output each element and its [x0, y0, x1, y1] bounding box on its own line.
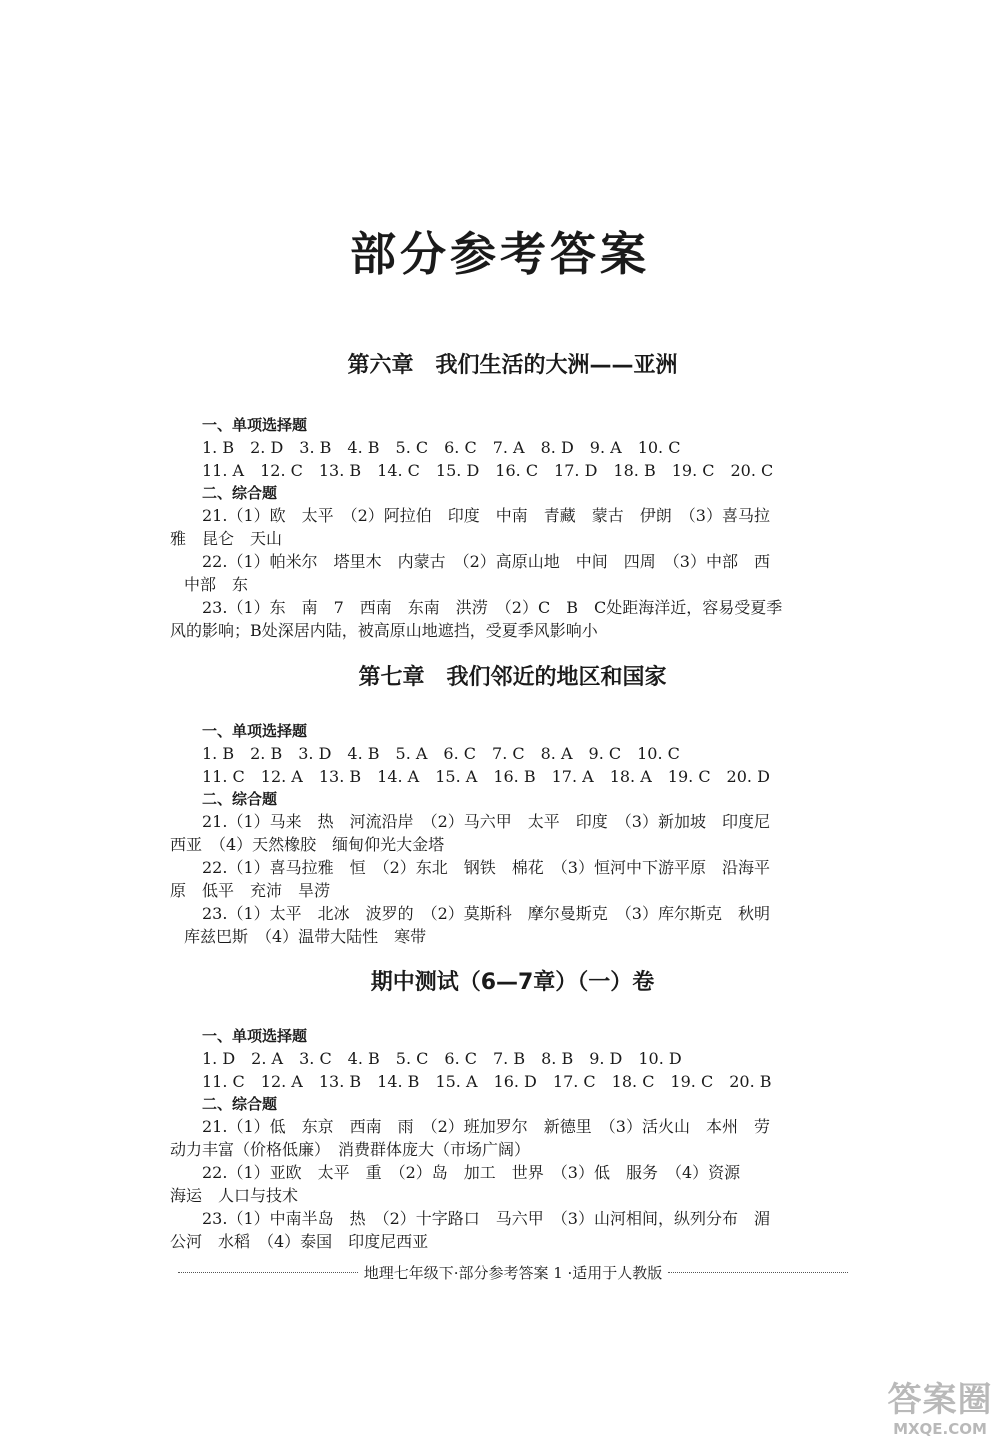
answer-line: 动力丰富（价格低廉） 消费群体庞大（市场广阔） — [170, 1140, 531, 1159]
comp-label: 二、综合题 — [202, 790, 278, 808]
mc-label: 一、单项选择题 — [202, 1027, 308, 1045]
page-footer — [172, 1262, 854, 1282]
mc-label: 一、单项选择题 — [202, 416, 308, 434]
answer-line: 西亚 （4）天然橡胶 缅甸仰光大金塔 — [170, 835, 445, 854]
answer-line: 22.（1）帕米尔 塔里木 内蒙古 （2）高原山地 中间 四周 （3）中部 西 — [202, 552, 770, 571]
section-heading: 第七章 我们邻近的地区和国家 — [358, 665, 667, 690]
comp-label: 二、综合题 — [202, 484, 278, 502]
comp-label: 二、综合题 — [202, 1095, 278, 1113]
answer-line: 原 低平 充沛 旱涝 — [170, 881, 331, 900]
answer-line: 22.（1）亚欧 太平 重 （2）岛 加工 世界 （3）低 服务 （4）资源 — [202, 1163, 741, 1182]
mc-label: 一、单项选择题 — [202, 722, 308, 740]
answer-line: 23.（1）太平 北冰 波罗的 （2）莫斯科 摩尔曼斯克 （3）库尔斯克 秋明 — [202, 904, 770, 923]
answer-line: 23.（1）中南半岛 热 （2）十字路口 马六甲 （3）山河相间，纵列分布 湄 — [202, 1209, 770, 1228]
section-chapter-6 — [170, 346, 855, 642]
answer-line: 库兹巴斯 （4）温带大陆性 寒带 — [184, 927, 427, 946]
section-chapter-7 — [170, 658, 855, 948]
watermark-logo — [885, 1380, 995, 1440]
watermark-line2: MXQE.COM — [893, 1420, 987, 1438]
watermark-line1: 答案圈 — [887, 1380, 993, 1420]
page-title: 部分参考答案 — [350, 227, 650, 281]
answer-line: 公河 水稻 （4）泰国 印度尼西亚 — [170, 1232, 429, 1251]
answer-line: 21.（1）欧 太平 （2）阿拉伯 印度 中南 青藏 蒙古 伊朗 （3）喜马拉 — [202, 506, 770, 525]
mc-answers-line: 11. C 12. A 13. B 14. B 15. A 16. D 17. C 18. C 19. C 20. B — [202, 1072, 772, 1091]
answer-line: 21.（1）马来 热 河流沿岸 （2）马六甲 太平 印度 （3）新加坡 印度尼 — [202, 812, 770, 831]
answer-line: 中部 东 — [184, 575, 249, 594]
footer-dots-right — [668, 1272, 848, 1273]
section-heading: 第六章 我们生活的大洲——亚洲 — [347, 353, 678, 378]
answer-line: 风的影响；B处深居内陆，被高原山地遮挡，受夏季风影响小 — [170, 621, 598, 640]
section-midterm — [170, 963, 855, 1253]
answer-line: 雅 昆仑 天山 — [170, 529, 283, 548]
answer-line: 23.（1）东 南 7 西南 东南 洪涝 （2）C B C处距海洋近，容易受夏季 — [202, 598, 783, 617]
mc-answers-line: 11. C 12. A 13. B 14. A 15. A 16. B 17. A 18. A 19. C 20. D — [202, 767, 770, 786]
answer-line: 21.（1）低 东京 西南 雨 （2）班加罗尔 新德里 （3）活火山 本州 劳 — [202, 1117, 770, 1136]
footer-dots-left — [178, 1272, 358, 1273]
section-heading: 期中测试（6—7章）（一）卷 — [370, 970, 655, 995]
mc-answers-line: 1. B 2. B 3. D 4. B 5. A 6. C 7. C 8. A 9. C 10. C — [202, 744, 680, 763]
mc-answers-line: 11. A 12. C 13. B 14. C 15. D 16. C 17. D 18. B 19. C 20. C — [202, 461, 774, 480]
mc-answers-line: 1. D 2. A 3. C 4. B 5. C 6. C 7. B 8. B 9. D 10. D — [202, 1049, 682, 1068]
answer-line: 22.（1）喜马拉雅 恒 （2）东北 钢铁 棉花 （3）恒河中下游平原 沿海平 — [202, 858, 770, 877]
answer-line: 海运 人口与技术 — [170, 1186, 299, 1205]
footer-text: 地理七年级下·部分参考答案 1 ·适用于人教版 — [363, 1263, 663, 1282]
mc-answers-line: 1. B 2. D 3. B 4. B 5. C 6. C 7. A 8. D 9. A 10. C — [202, 438, 681, 457]
